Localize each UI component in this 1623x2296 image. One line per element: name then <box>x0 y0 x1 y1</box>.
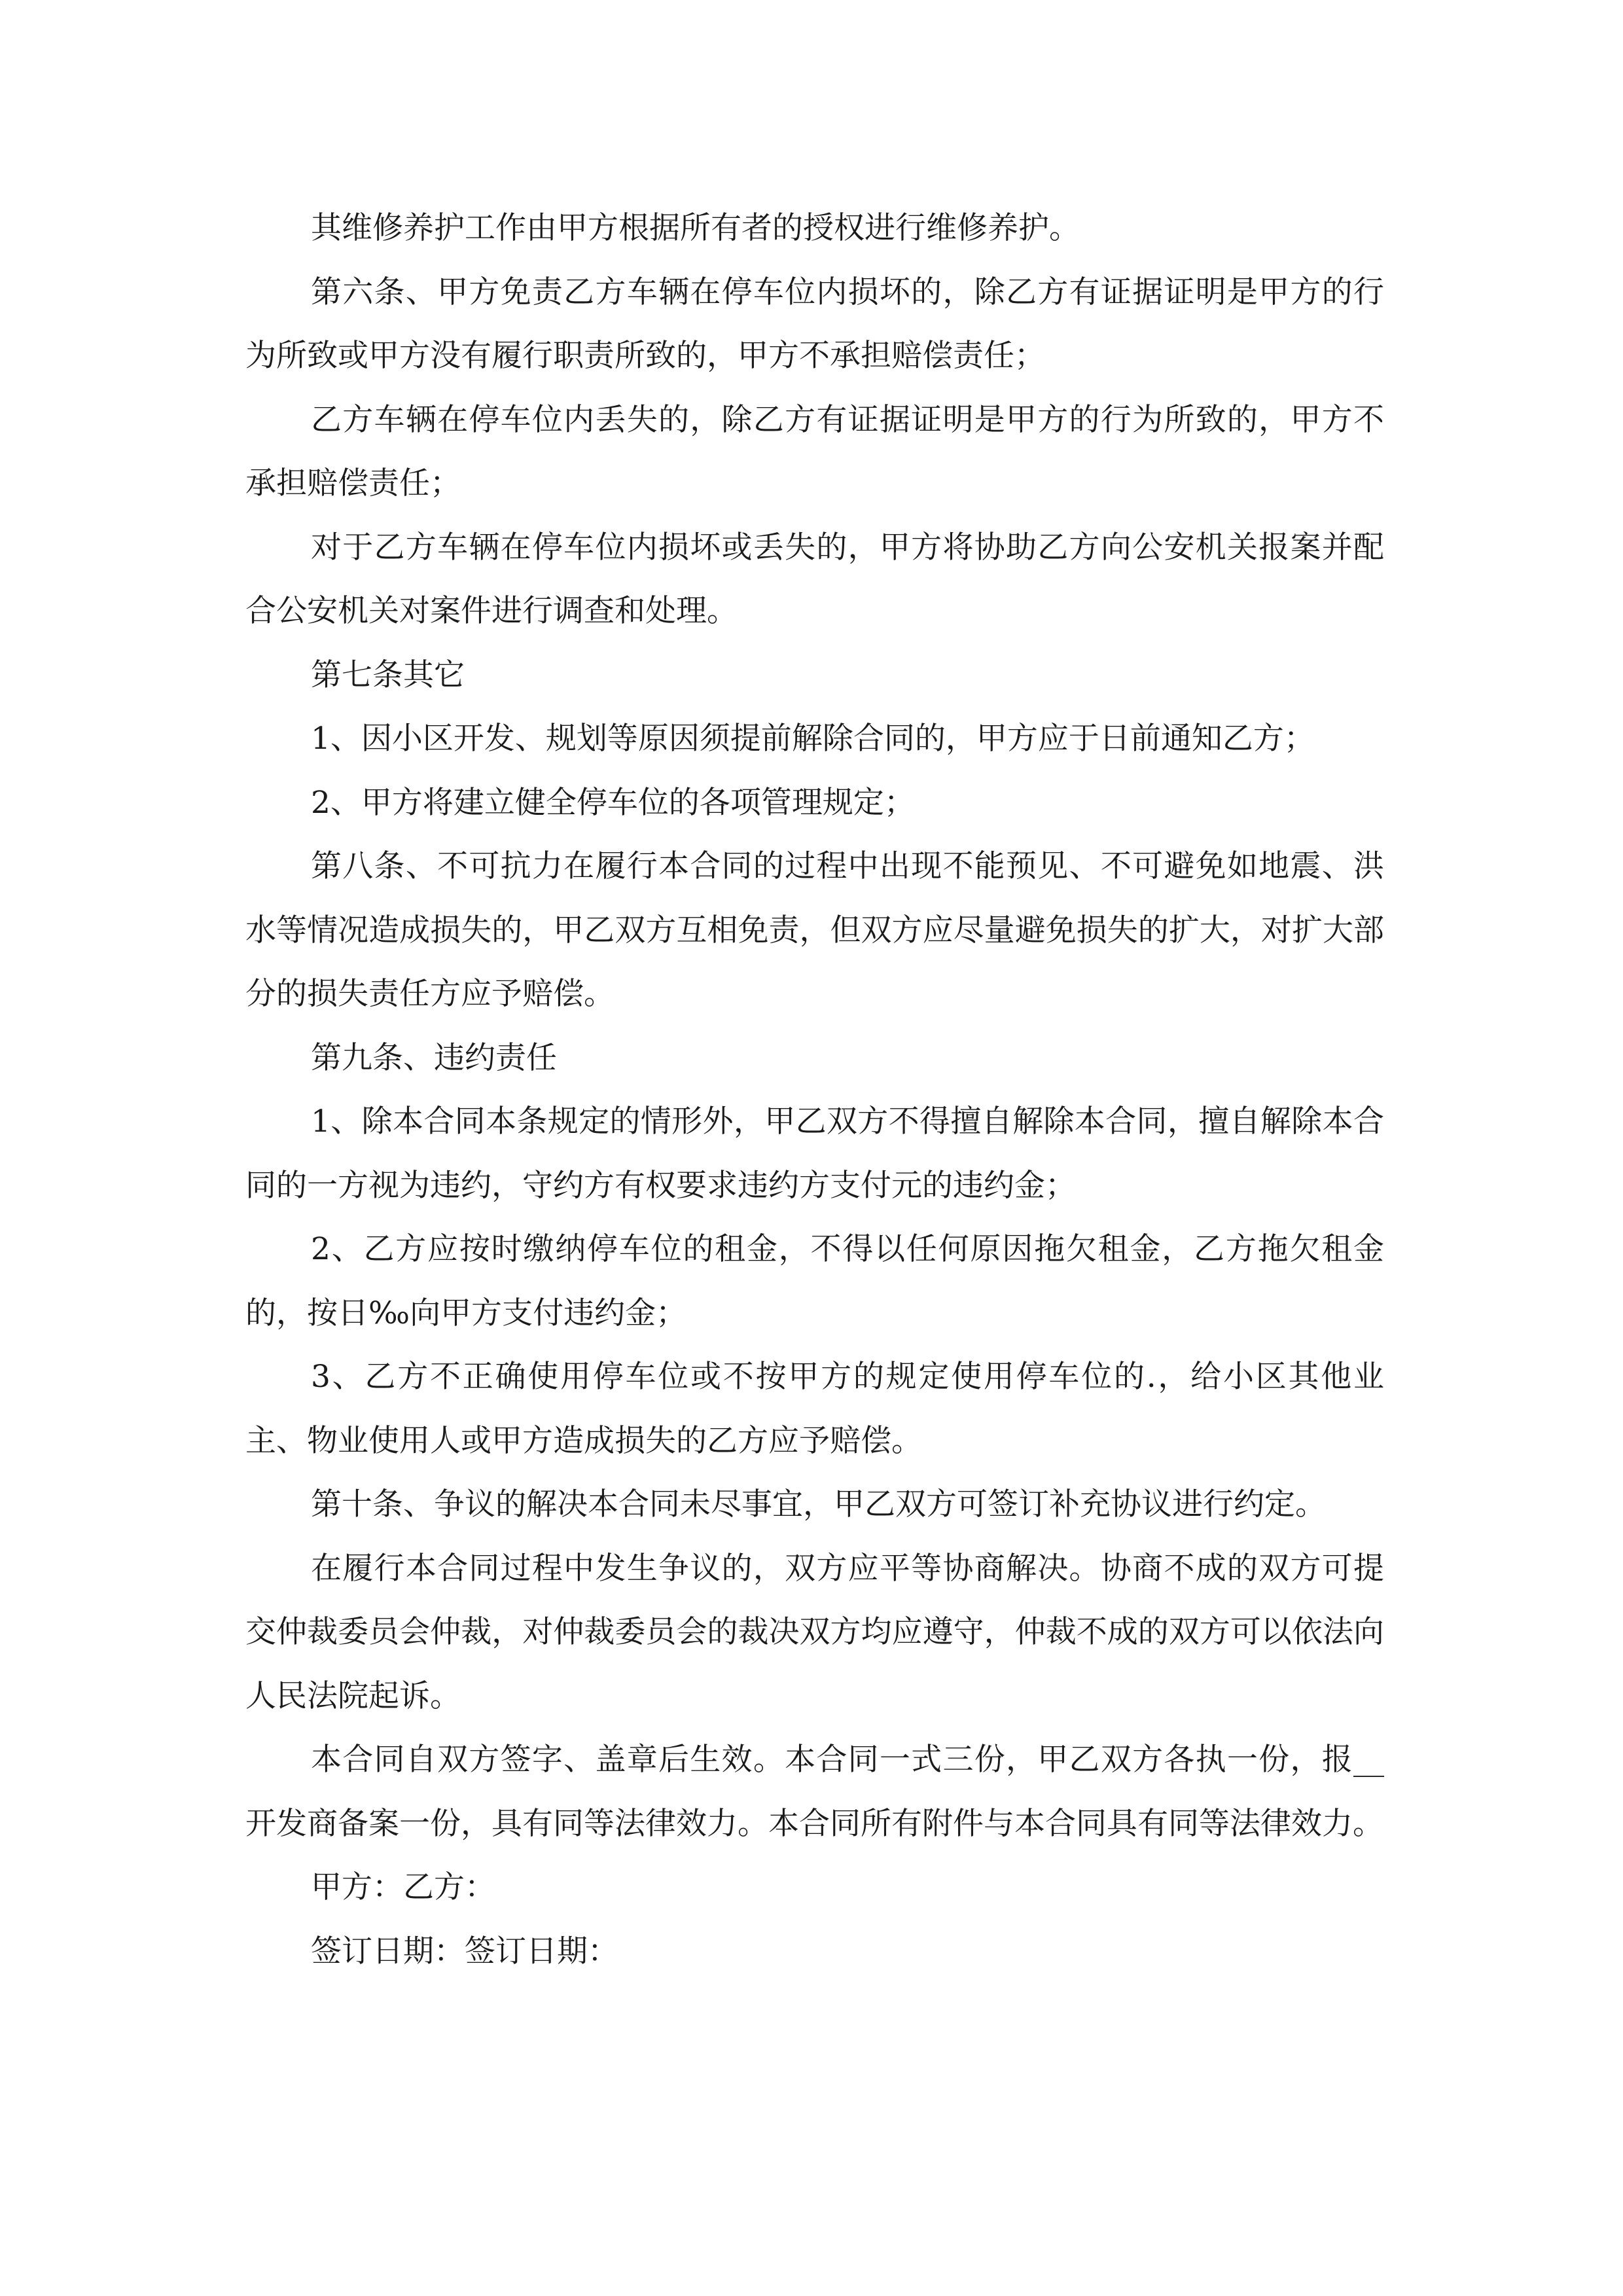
paragraph-article-9-item-3: 3、乙方不正确使用停车位或不按甲方的规定使用停车位的.，给小区其他业主、物业使用人或甲方造成损失的乙方应予赔偿。 <box>245 1359 1384 1459</box>
paragraph-article-10: 第十条、争议的解决本合同未尽事宜，甲乙双方可签订补充协议进行约定。 <box>311 1486 1326 1522</box>
paragraph-article-10-dispute: 在履行本合同过程中发生争议的，双方应平等协商解决。协商不成的双方可提交仲裁委员会仲裁，对仲裁委员会的裁决双方均应遵守，仲裁不成的双方可以依法向人民法院起诉。 <box>245 1550 1384 1714</box>
heading-article-7: 第七条其它 <box>311 656 465 693</box>
paragraph-article-6-loss: 乙方车辆在停车位内丢失的，除乙方有证据证明是甲方的行为所致的，甲方不承担赔偿责任； <box>245 401 1384 501</box>
signature-dates: 签订日期：签订日期： <box>311 1933 618 1969</box>
signature-parties: 甲方：乙方： <box>311 1869 495 1905</box>
heading-article-9: 第九条、违约责任 <box>311 1039 557 1076</box>
paragraph-effectiveness: 本合同自双方签字、盖章后生效。本合同一式三份，甲乙双方各执一份，报__开发商备案一份，具有同等法律效力。本合同所有附件与本合同具有同等法律效力。 <box>245 1742 1384 1842</box>
paragraph-article-7-item-1: 1、因小区开发、规划等原因须提前解除合同的，甲方应于日前通知乙方； <box>311 721 1315 757</box>
paragraph-article-7-item-2: 2、甲方将建立健全停车位的各项管理规定； <box>311 784 915 821</box>
paragraph-article-9-item-1: 1、除本合同本条规定的情形外，甲乙双方不得擅自解除本合同，擅自解除本合同的一方视为违约，守约方有权要求违约方支付元的违约金； <box>245 1103 1384 1204</box>
paragraph-article-8: 第八条、不可抗力在履行本合同的过程中出现不能预见、不可避免如地震、洪水等情况造成损失的，甲乙双方互相免责，但双方应尽量避免损失的扩大，对扩大部分的损失责任方应予赔偿。 <box>245 848 1384 1012</box>
document-body <box>245 196 1384 1983</box>
paragraph-article-9-item-2: 2、乙方应按时缴纳停车位的租金，不得以任何原因拖欠租金，乙方拖欠租金的，按日‰向甲方支付违约金； <box>245 1231 1384 1331</box>
paragraph-article-6: 第六条、甲方免责乙方车辆在停车位内损坏的，除乙方有证据证明是甲方的行为所致或甲方没有履行职责所致的，甲方不承担赔偿责任； <box>245 274 1384 374</box>
paragraph-article-6-police: 对于乙方车辆在停车位内损坏或丢失的，甲方将协助乙方向公安机关报案并配合公安机关对案件进行调查和处理。 <box>245 529 1384 629</box>
paragraph-maintenance: 其维修养护工作由甲方根据所有者的授权进行维修养护。 <box>311 210 1080 246</box>
